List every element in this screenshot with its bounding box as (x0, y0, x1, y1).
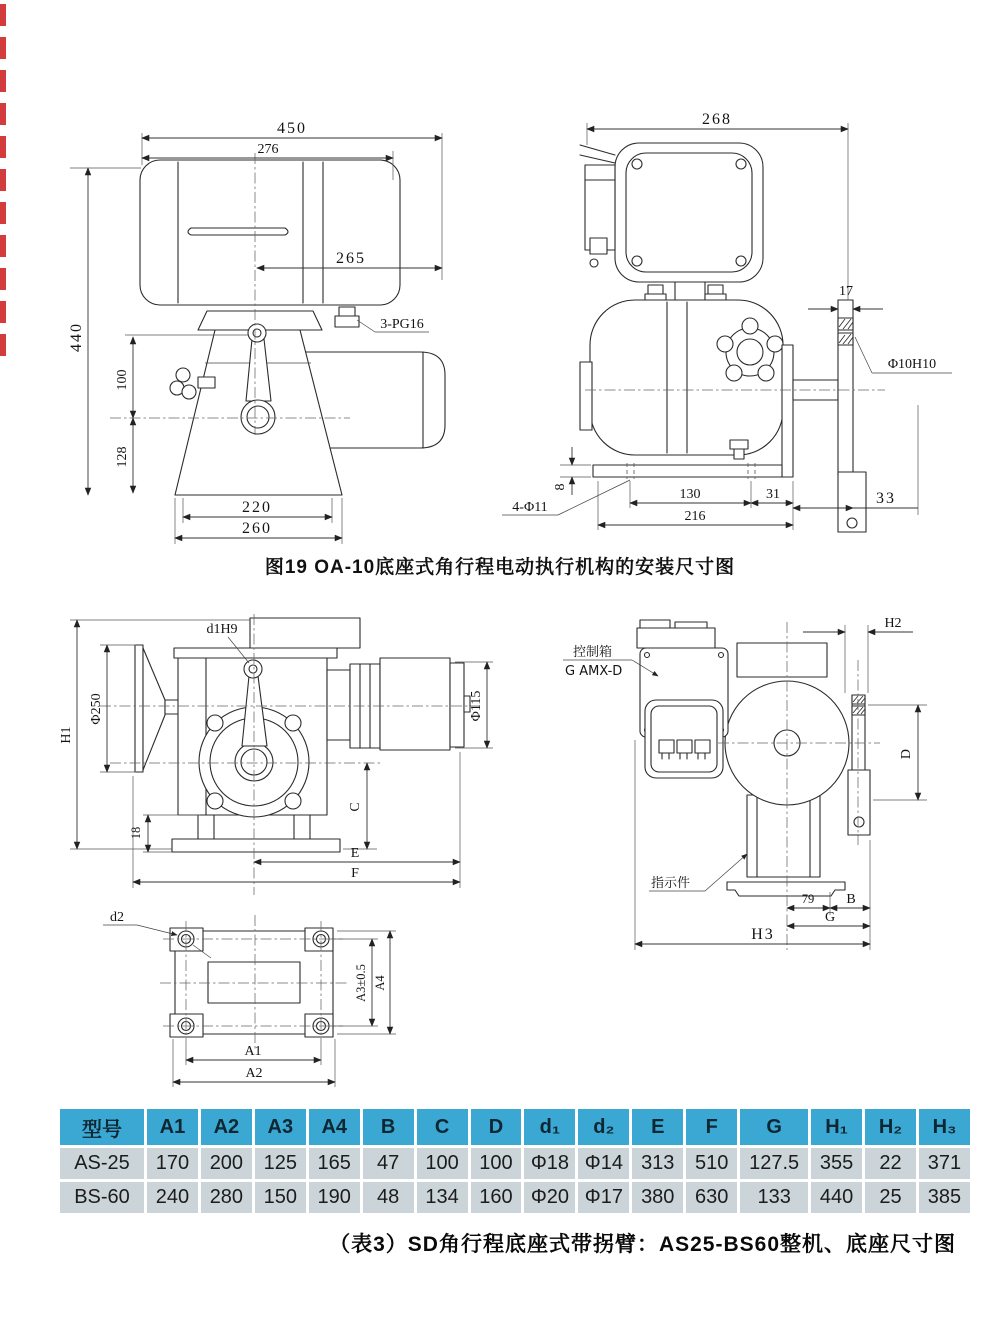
col-header-a4: A4 (309, 1109, 360, 1145)
cell: 371 (919, 1148, 970, 1179)
dim-130: 130 (679, 487, 701, 502)
cell: 630 (686, 1182, 737, 1213)
dim-79: 79 (801, 892, 815, 906)
dim-a1: A1 (244, 1044, 262, 1059)
dim-128: 128 (115, 446, 130, 468)
dim-c: C (348, 802, 363, 812)
col-header-a2: A2 (201, 1109, 252, 1145)
dim-4-phi11: 4-Φ11 (512, 500, 548, 515)
dim-a3: A3±0.5 (354, 964, 368, 1002)
cell: 160 (471, 1182, 522, 1213)
dim-265: 265 (336, 250, 366, 267)
cell: 47 (363, 1148, 414, 1179)
sd-side-geometry (637, 620, 880, 950)
dim-268: 268 (702, 111, 732, 128)
dim-a2: A2 (245, 1066, 263, 1081)
fig19-side-view-drawing (490, 105, 990, 550)
dim-h2: H2 (884, 616, 902, 631)
cell: 22 (865, 1148, 916, 1179)
dim-f: F (351, 866, 359, 881)
col-header-d1: d₁ (524, 1109, 575, 1145)
dim-d1h9: d1H9 (206, 622, 238, 637)
sd-front-view-drawing (50, 600, 510, 900)
col-header-e: E (632, 1109, 683, 1145)
col-header-d: D (471, 1109, 522, 1145)
col-header-f: F (686, 1109, 737, 1145)
cell: 100 (471, 1148, 522, 1179)
sd-base-geometry (160, 915, 347, 1050)
cell: 200 (201, 1148, 252, 1179)
cell: 100 (417, 1148, 468, 1179)
red-edge-mark (0, 202, 6, 224)
col-header-h2: H₂ (865, 1109, 916, 1145)
label-indicator: 指示件 (651, 876, 691, 891)
label-gamx-d: G AMX-D (565, 664, 623, 679)
dim-8: 8 (553, 483, 568, 491)
cell: Φ20 (524, 1182, 575, 1213)
sd-side-view-drawing (535, 600, 995, 955)
dim-33: 33 (876, 490, 896, 507)
col-header-a3: A3 (255, 1109, 306, 1145)
dim-440: 440 (68, 322, 85, 352)
dim-phi10h10: Φ10H10 (887, 357, 937, 372)
red-edge-mark (0, 70, 6, 92)
dimension-table (57, 1106, 973, 1216)
dim-100: 100 (115, 369, 130, 391)
dim-260: 260 (242, 520, 272, 537)
cell: Φ18 (524, 1148, 575, 1179)
red-edge-mark (0, 235, 6, 257)
cell: 380 (632, 1182, 683, 1213)
dim-h3: H3 (751, 926, 775, 943)
cell: Φ17 (578, 1182, 629, 1213)
cell: 385 (919, 1182, 970, 1213)
cell: 127.5 (740, 1148, 808, 1179)
col-header-h3: H₃ (919, 1109, 970, 1145)
col-header-b: B (363, 1109, 414, 1145)
dim-18: 18 (129, 826, 143, 840)
col-header-d2: d₂ (578, 1109, 629, 1145)
figure19-caption: 图19 OA-10底座式角行程电动执行机构的安装尺寸图 (264, 557, 736, 578)
red-edge-mark (0, 301, 6, 323)
sd-front-geometry (100, 614, 480, 895)
table-row-bs60 (60, 1182, 970, 1213)
label-control-box: 控制箱 (573, 645, 613, 660)
dim-d: D (899, 748, 914, 760)
dim-a4: A4 (373, 975, 387, 991)
cell: 134 (417, 1182, 468, 1213)
fig19-front-view-drawing (55, 105, 535, 550)
red-edge-mark (0, 136, 6, 158)
cell: 510 (686, 1148, 737, 1179)
col-header-c: C (417, 1109, 468, 1145)
table-caption: （表3）SD角行程底座式带拐臂：AS25-BS60整机、底座尺寸图 (329, 1233, 956, 1256)
dim-h1: H1 (59, 726, 74, 744)
dim-450: 450 (277, 120, 307, 137)
fig19-side-geometry (580, 143, 885, 532)
cell: 125 (255, 1148, 306, 1179)
sd-base-plan-drawing (75, 895, 425, 1110)
dim-e: E (350, 846, 360, 861)
col-header-h1: H₁ (811, 1109, 862, 1145)
red-edge-mark (0, 37, 6, 59)
dim-3-pg16: 3-PG16 (380, 317, 424, 332)
col-header-a1: A1 (147, 1109, 198, 1145)
dim-b: B (846, 892, 856, 907)
cell: 165 (309, 1148, 360, 1179)
cell: 240 (147, 1182, 198, 1213)
cell: 190 (309, 1182, 360, 1213)
cell: BS-60 (60, 1182, 144, 1213)
cell: 355 (811, 1148, 862, 1179)
cell: 313 (632, 1148, 683, 1179)
dim-17: 17 (839, 284, 853, 299)
cell: 440 (811, 1182, 862, 1213)
cell: 170 (147, 1148, 198, 1179)
red-edge-mark (0, 4, 6, 26)
dim-216: 216 (684, 509, 706, 524)
cell: Φ14 (578, 1148, 629, 1179)
cell: 280 (201, 1182, 252, 1213)
cell: 150 (255, 1182, 306, 1213)
dim-31: 31 (766, 487, 780, 502)
col-header-model: 型号 (60, 1109, 144, 1145)
dim-g: G (824, 910, 836, 925)
cell: 48 (363, 1182, 414, 1213)
cell: 133 (740, 1182, 808, 1213)
table-header-row (60, 1109, 970, 1145)
dim-phi250: Φ250 (89, 693, 104, 725)
red-edge-mark (0, 334, 6, 356)
col-header-g: G (740, 1109, 808, 1145)
red-edge-mark (0, 268, 6, 290)
dim-276: 276 (257, 142, 279, 157)
dim-d2: d2 (110, 910, 124, 925)
dim-phi115: Φ115 (469, 690, 484, 722)
red-edge-mark (0, 103, 6, 125)
cell: AS-25 (60, 1148, 144, 1179)
cell: 25 (865, 1182, 916, 1213)
red-edge-mark (0, 169, 6, 191)
dim-220: 220 (242, 499, 272, 516)
table-row-as25 (60, 1148, 970, 1179)
